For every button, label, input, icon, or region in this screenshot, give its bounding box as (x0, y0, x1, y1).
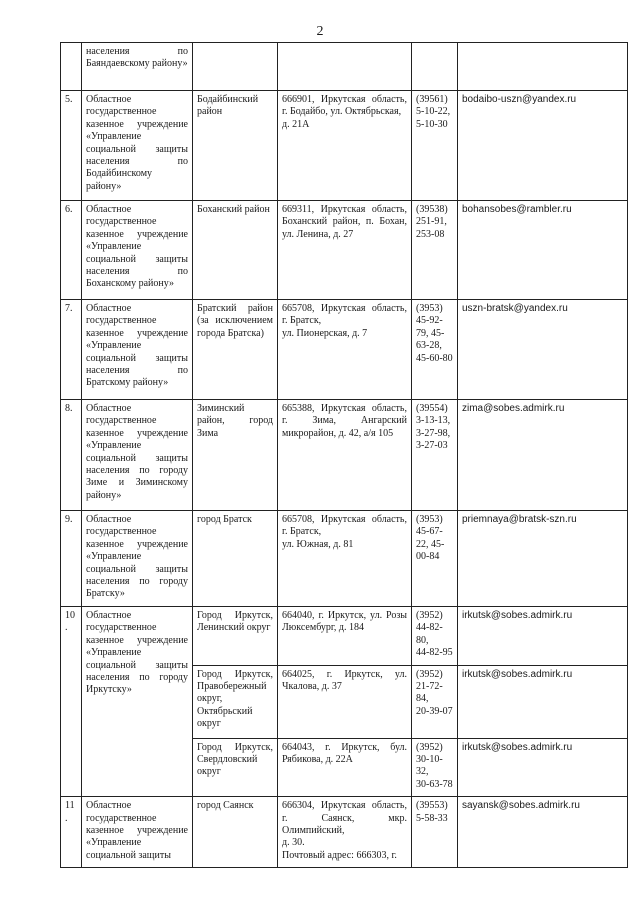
email-address (458, 43, 628, 91)
service-area: Зиминский район, город Зима (193, 400, 278, 511)
email-address[interactable]: sayansk@sobes.admirk.ru (458, 797, 628, 868)
email-address[interactable]: uszn-bratsk@yandex.ru (458, 300, 628, 400)
postal-address: 664025, г. Иркутск, ул. Чкалова, д. 37 (278, 665, 412, 738)
institution-name: Областное государственное казенное учреждение «Управление социальной защиты населения по городу Иркутску» (82, 607, 193, 797)
row-number: 8. (61, 400, 82, 511)
phone-numbers: (3952) 44-82-80, 44-82-95 (412, 607, 458, 666)
phone-numbers: (3952) 21-72-84, 20-39-07 (412, 665, 458, 738)
row-number: 5. (61, 91, 82, 201)
email-address[interactable]: irkutsk@sobes.admirk.ru (458, 738, 628, 797)
postal-address: 665708, Иркутская область, г. Братск, ул. Пионерская, д. 7 (278, 300, 412, 400)
institution-name: Областное государственное казенное учреждение «Управление социальной защиты населения по городу Братску» (82, 511, 193, 607)
table-row (61, 400, 628, 511)
email-address[interactable]: irkutsk@sobes.admirk.ru (458, 665, 628, 738)
row-number: 11. (61, 797, 82, 868)
postal-address (278, 43, 412, 91)
postal-address: 666901, Иркутская область, г. Бодайбо, ул. Октябрьская, д. 21А (278, 91, 412, 201)
service-area: город Саянск (193, 797, 278, 868)
table-row (61, 43, 628, 91)
row-number: 9. (61, 511, 82, 607)
postal-address: 665708, Иркутская область, г. Братск, ул. Южная, д. 81 (278, 511, 412, 607)
row-number: 10. (61, 607, 82, 797)
email-address[interactable]: irkutsk@sobes.admirk.ru (458, 607, 628, 666)
postal-address: 665388, Иркутская область, г. Зима, Ангарский микрорайон, д. 42, а/я 105 (278, 400, 412, 511)
table-row (61, 201, 628, 300)
phone-numbers: (39561) 5-10-22, 5-10-30 (412, 91, 458, 201)
service-area: Бодайбинский район (193, 91, 278, 201)
service-area: Город Иркутск, Свердловский округ (193, 738, 278, 797)
phone-numbers: (39538) 251-91, 253-08 (412, 201, 458, 300)
institution-name: Областное государственное казенное учреждение «Управление социальной защиты населения по Бодайбинскому району» (82, 91, 193, 201)
service-area (193, 43, 278, 91)
postal-address: 666304, Иркутская область, г. Саянск, мкр. Олимпийский, д. 30. Почтовый адрес: 666303, г. (278, 797, 412, 868)
postal-address: 664040, г. Иркутск, ул. Розы Люксембург, д. 184 (278, 607, 412, 666)
service-area: Город Иркутск, Правобережный округ, Октябрьский округ (193, 665, 278, 738)
institution-name: Областное государственное казенное учреждение «Управление социальной защиты населения по Боханскому району» (82, 201, 193, 300)
service-area: Боханский район (193, 201, 278, 300)
postal-address: 664043, г. Иркутск, бул. Рябикова, д. 22А (278, 738, 412, 797)
table-row (61, 91, 628, 201)
institution-name: Областное государственное казенное учреждение «Управление социальной защиты (82, 797, 193, 868)
table-row (61, 797, 628, 868)
phone-numbers: (39553) 5-58-33 (412, 797, 458, 868)
phone-numbers: (39554) 3-13-13, 3-27-98, 3-27-03 (412, 400, 458, 511)
institution-name: населения по Баяндаевскому району» (82, 43, 193, 91)
email-address[interactable]: priemnaya@bratsk-szn.ru (458, 511, 628, 607)
service-area: Город Иркутск, Ленинский округ (193, 607, 278, 666)
service-area: Братский район (за исключением города Братска) (193, 300, 278, 400)
phone-numbers: (3953) 45-67- 22, 45- 00-84 (412, 511, 458, 607)
institution-name: Областное государственное казенное учреждение «Управление социальной защиты населения по городу Зиме и Зиминскому району» (82, 400, 193, 511)
institution-name: Областное государственное казенное учреждение «Управление социальной защиты населения по Братскому району» (82, 300, 193, 400)
table-row (61, 607, 628, 666)
page-number: 2 (316, 24, 324, 39)
postal-address: 669311, Иркутская область, Боханский район, п. Бохан, ул. Ленина, д. 27 (278, 201, 412, 300)
phone-numbers (412, 43, 458, 91)
email-address[interactable]: bohansobes@rambler.ru (458, 201, 628, 300)
institutions-table (60, 42, 628, 868)
row-number: 7. (61, 300, 82, 400)
phone-numbers: (3953) 45-92- 79, 45- 63-28, 45-60-80 (412, 300, 458, 400)
row-number (61, 43, 82, 91)
email-address[interactable]: zima@sobes.admirk.ru (458, 400, 628, 511)
email-address[interactable]: bodaibo-uszn@yandex.ru (458, 91, 628, 201)
phone-numbers: (3952) 30-10-32, 30-63-78 (412, 738, 458, 797)
service-area: город Братск (193, 511, 278, 607)
table-row (61, 300, 628, 400)
row-number: 6. (61, 201, 82, 300)
table-row (61, 511, 628, 607)
